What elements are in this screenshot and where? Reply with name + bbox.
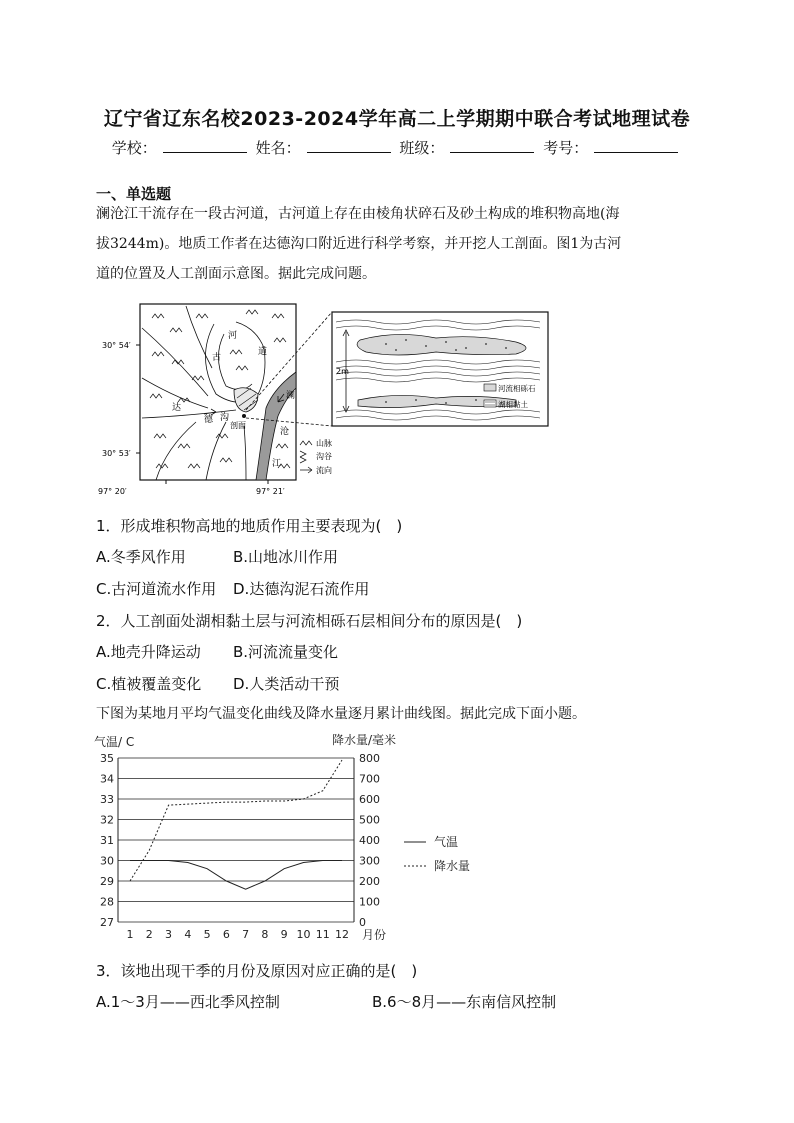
- x-tick-label: 2: [145, 928, 153, 941]
- passage-1-line: 道的位置及人工剖面示意图。据此完成问题。: [96, 266, 376, 282]
- q3-option-a[interactable]: A.1～3月——西北季风控制: [96, 993, 280, 1011]
- exam-title: 辽宁省辽东名校2023-2024学年高二上学期期中联合考试地理试卷: [103, 108, 691, 130]
- profile-label: 剖面: [230, 421, 246, 430]
- y-right-tick-label: 700: [359, 772, 380, 786]
- lat-label: 30° 54′: [102, 341, 131, 350]
- class-blank[interactable]: [450, 138, 534, 153]
- y-left-tick-label: 29: [100, 875, 114, 888]
- gully-label: 德: [204, 415, 214, 425]
- lon-label: 97° 21′: [256, 487, 285, 496]
- climate-chart: [92, 732, 512, 950]
- gully-label: 沟: [220, 413, 230, 423]
- y-left-tick-label: 27: [100, 916, 114, 929]
- q1-option-a[interactable]: A.冬季风作用: [96, 548, 186, 566]
- x-tick-label: 5: [203, 928, 211, 941]
- y-right-tick-label: 500: [359, 813, 380, 827]
- question-2-stem: 2．人工剖面处湖相黏土层与河流相砾石层相间分布的原因是( ): [96, 612, 523, 630]
- y-right-tick-label: 800: [359, 752, 380, 765]
- name-blank[interactable]: [307, 138, 391, 153]
- profile-legend-clay: 湖相黏土: [498, 400, 528, 409]
- y-axis-right-label: 降水量/毫米: [332, 733, 397, 747]
- q2-option-a[interactable]: A.地壳升降运动: [96, 643, 201, 661]
- q1-option-c[interactable]: C.古河道流水作用: [96, 580, 217, 598]
- river-label: 澜: [286, 391, 296, 401]
- class-label: 班级：: [399, 139, 445, 157]
- y-left-tick-label: 30: [100, 854, 114, 868]
- y-left-tick-label: 31: [100, 834, 114, 847]
- legend-flow: 流向: [316, 466, 332, 475]
- figure-1-map: [96, 298, 556, 498]
- y-left-tick-label: 33: [100, 793, 114, 806]
- section-title: 一、单选题: [96, 185, 172, 203]
- x-tick-label: 3: [165, 928, 173, 941]
- y-right-tick-label: 100: [359, 895, 380, 909]
- y-left-tick-label: 28: [100, 895, 114, 909]
- x-tick-label: 6: [222, 928, 230, 941]
- passage-2: 下图为某地月平均气温变化曲线及降水量逐月累计曲线图。据此完成下面小题。: [96, 706, 586, 722]
- x-tick-label: 8: [261, 928, 269, 941]
- river-label: 沧: [280, 427, 290, 437]
- passage-1-line: 澜沧江干流存在一段古河道，古河道上存在由棱角状碎石及砂土构成的堆积物高地(海: [96, 206, 620, 222]
- ancient-channel-label: 古: [212, 353, 222, 363]
- ancient-channel-label: 道: [258, 347, 268, 357]
- x-tick-label: 9: [280, 928, 288, 941]
- x-tick-label: 7: [242, 928, 250, 941]
- number-blank[interactable]: [594, 138, 678, 153]
- x-tick-label: 1: [126, 928, 134, 941]
- y-right-tick-label: 200: [359, 875, 380, 888]
- q2-option-b[interactable]: B.河流流量变化: [233, 643, 339, 661]
- lon-label: 97° 20′: [98, 487, 127, 496]
- temperature-line: [130, 861, 342, 890]
- x-tick-label: 4: [184, 928, 192, 941]
- y-right-tick-label: 400: [359, 834, 380, 847]
- y-right-tick-label: 300: [359, 854, 380, 868]
- lat-label: 30° 53′: [102, 449, 131, 458]
- q3-option-b[interactable]: B.6～8月——东南信风控制: [372, 993, 557, 1011]
- y-right-tick-label: 0: [359, 916, 366, 929]
- legend-precipitation-label: 降水量: [434, 859, 471, 873]
- y-axis-left-label: 气温/ C: [94, 735, 135, 749]
- y-right-tick-label: 600: [359, 793, 380, 806]
- legend-temperature-label: 气温: [434, 835, 459, 849]
- q1-option-b[interactable]: B.山地冰川作用: [233, 548, 339, 566]
- y-left-tick-label: 34: [100, 772, 114, 786]
- river-label: 江: [272, 459, 282, 469]
- number-label: 考号：: [543, 139, 589, 157]
- q1-option-d[interactable]: D.达德沟泥石流作用: [233, 580, 370, 598]
- school-blank[interactable]: [163, 138, 247, 153]
- passage-1-line: 拔3244m)。地质工作者在达德沟口附近进行科学考察，并开挖人工剖面。图1为古河: [96, 236, 622, 252]
- q2-option-c[interactable]: C.植被覆盖变化: [96, 675, 202, 693]
- legend-mountain: 山脉: [316, 439, 332, 448]
- student-info-fields: [0, 137, 794, 158]
- q2-option-d[interactable]: D.人类活动干预: [233, 675, 340, 693]
- profile-legend-gravel: 河流相砾石: [498, 384, 536, 393]
- x-tick-label: 10: [296, 928, 311, 941]
- passage-1: [96, 199, 698, 289]
- y-left-tick-label: 32: [100, 813, 114, 827]
- profile-scale: 2m: [336, 367, 349, 376]
- x-tick-label: 11: [315, 928, 330, 941]
- legend-gully: 沟谷: [316, 452, 332, 461]
- map-legend: [300, 441, 312, 473]
- question-1-stem: 1．形成堆积物高地的地质作用主要表现为( ): [96, 517, 403, 535]
- x-tick-label: 12: [335, 928, 349, 941]
- ancient-channel-label: 河: [228, 331, 238, 341]
- question-3-stem: 3．该地出现干季的月份及原因对应正确的是( ): [96, 962, 418, 980]
- map-frame: [140, 304, 296, 480]
- name-label: 姓名：: [255, 139, 301, 157]
- x-axis-label: 月份: [362, 928, 387, 942]
- y-left-tick-label: 35: [100, 752, 114, 765]
- gully-label: 达: [172, 403, 182, 413]
- school-label: 学校：: [111, 139, 157, 157]
